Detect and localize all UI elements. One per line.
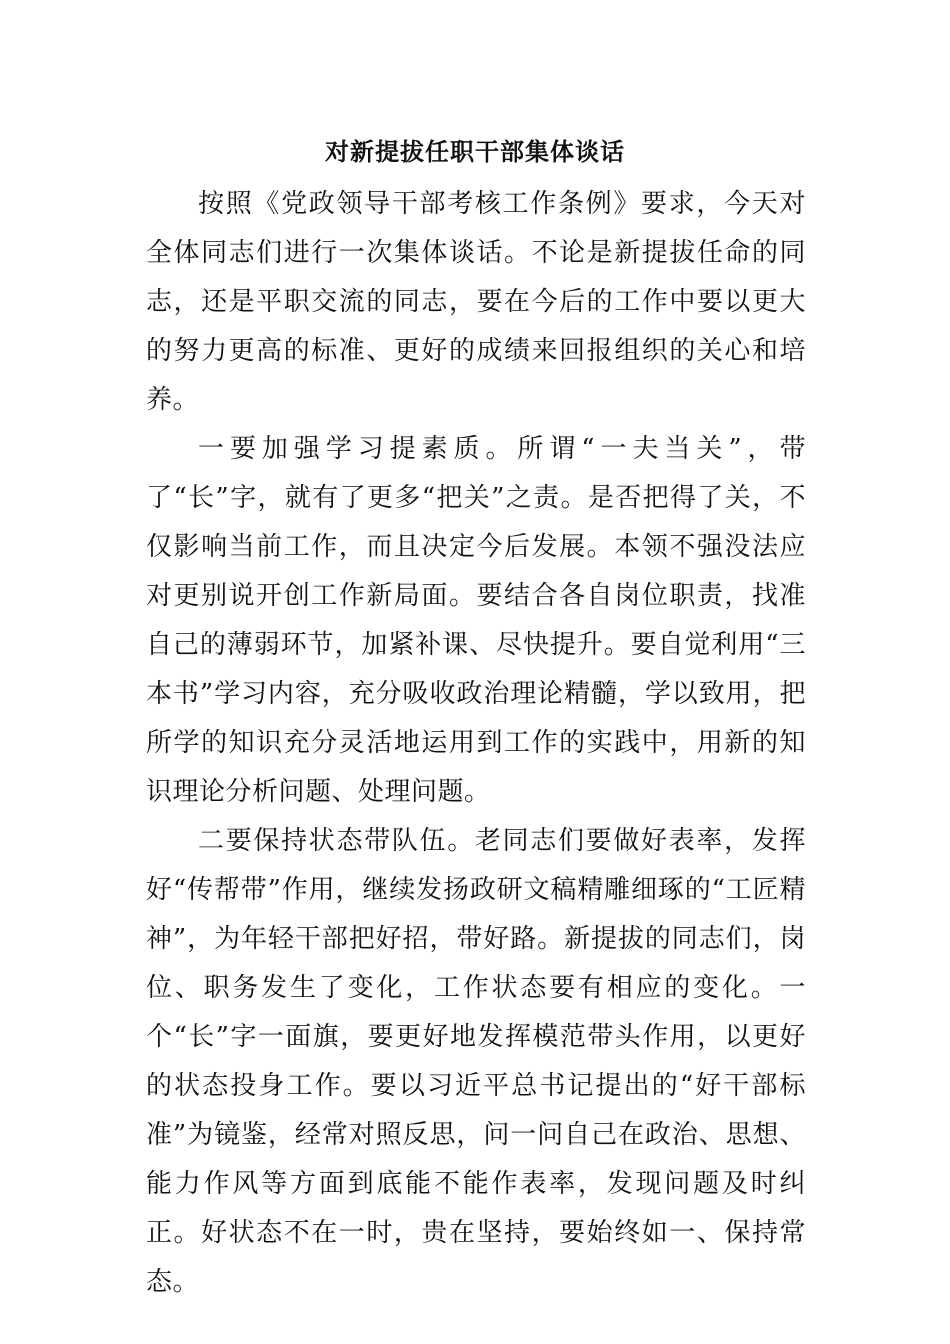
paragraph-intro: 按照《党政领导干部考核工作条例》要求，今天对全体同志们进行一次集体谈话。不论是新提拔任命的同志，还是平职交流的同志，要在今后的工作中要以更大的努力更高的标准、更好的成绩来回报组织的关心和培养。 [146,189,806,415]
document-title: 对新提拔任职干部集体谈话 [325,138,625,166]
paragraph-study: 一要加强学习提素质。所谓“一夫当关”，带了“长”字，就有了更多“把关”之责。是否把得了关，不仅影响当前工作，而且决定今后发展。本领不强没法应对更别说开创工作新局面。要结合各自岗位职责，找准自己的薄弱环节，加紧补课、尽快提升。要自觉利用“三本书”学习内容，充分吸收政治理论精髓，学以致用，把所学的知识充分灵活地运用到工作的实践中，用新的知识理论分析问题、处理问题。 [146,434,806,807]
document-body [146,180,806,1307]
paragraph-state: 二要保持状态带队伍。老同志们要做好表率，发挥好“传帮带”作用，继续发扬政研文稿精雕细琢的“工匠精神”，为年轻干部把好招，带好路。新提拔的同志们，岗位、职务发生了变化，工作状态要有相应的变化。一个“长”字一面旗，要更好地发挥模范带头作用，以更好的状态投身工作。要以习近平总书记提出的“好干部标准”为镜鉴，经常对照反思，问一问自己在政治、思想、能力作风等方面到底能不能作表率，发现问题及时纠正。好状态不在一时，贵在坚持，要始终如一、保持常态。 [146,826,806,1297]
